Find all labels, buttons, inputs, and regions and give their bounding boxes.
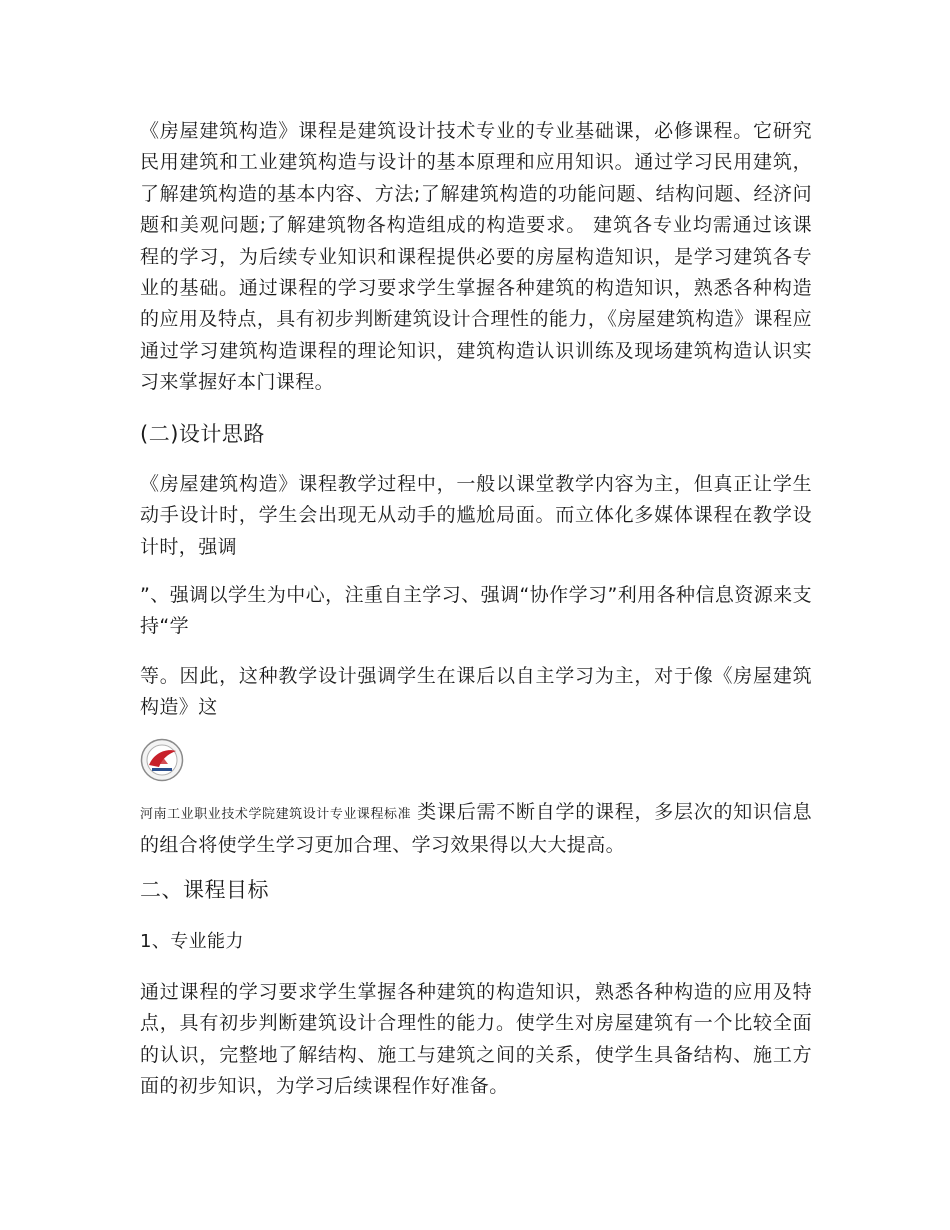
section-heading-design: (二)设计思路: [140, 422, 265, 446]
subsection-heading-ability: 1、专业能力: [140, 931, 244, 952]
school-seal-icon: [140, 738, 184, 782]
design-paragraph-4: 类课后需不断自学的课程，多层次的知识信息的组合将使学生学习更加合理、学习效果得以大大提高。: [140, 801, 812, 857]
design-paragraph-1: 《房屋建筑构造》课程教学过程中，一般以课堂教学内容为主，但真正让学生动手设计时，学生会出现无从动手的尴尬局面。而立体化多媒体课程在教学设计时，强调: [140, 473, 812, 558]
section-heading-goals: 二、课程目标: [140, 878, 269, 902]
intro-paragraph: 《房屋建筑构造》课程是建筑设计技术专业的专业基础课，必修课程。它研究民用建筑和工业建筑构造与设计的基本原理和应用知识。通过学习民用建筑，了解建筑构造的基本内容、方法;了解建筑构造的功能问题、结构问题、经济问题和美观问题;了解建筑物各构造组成的构造要求。 建筑各专业均需通过该课程的学习，为后续专业知识和课程提供必要的房屋构造知识，是学习建筑各专业的基础。通过课程的学习要求学生掌握各种建筑的构造知识，熟悉各种构造的应用及特点，具有初步判断建筑设计合理性的能力，《房屋建筑构造》课程应通过学习建筑构造课程的理论知识，建筑构造认识训练及现场建筑构造认识实习来掌握好本门课程。: [140, 120, 812, 394]
ability-paragraph: 通过课程的学习要求学生掌握各种建筑的构造知识，熟悉各种构造的应用及特点，具有初步判断建筑设计合理性的能力。使学生对房屋建筑有一个比较全面的认识，完整地了解结构、施工与建筑之间的关系，使学生具备结构、施工方面的初步知识，为学习后续课程作好准备。: [140, 981, 812, 1098]
design-paragraph-2: ”、强调以学生为中心，注重自主学习、强调“协作学习”利用各种信息资源来支持“学: [140, 584, 812, 638]
design-paragraph-4-with-caption: [140, 797, 812, 862]
school-caption: 河南工业职业技术学院建筑设计专业课程标准: [140, 807, 412, 822]
design-paragraph-3: 等。因此，这种教学设计强调学生在课后以自主学习为主，对于像《房屋建筑构造》这: [140, 665, 812, 719]
